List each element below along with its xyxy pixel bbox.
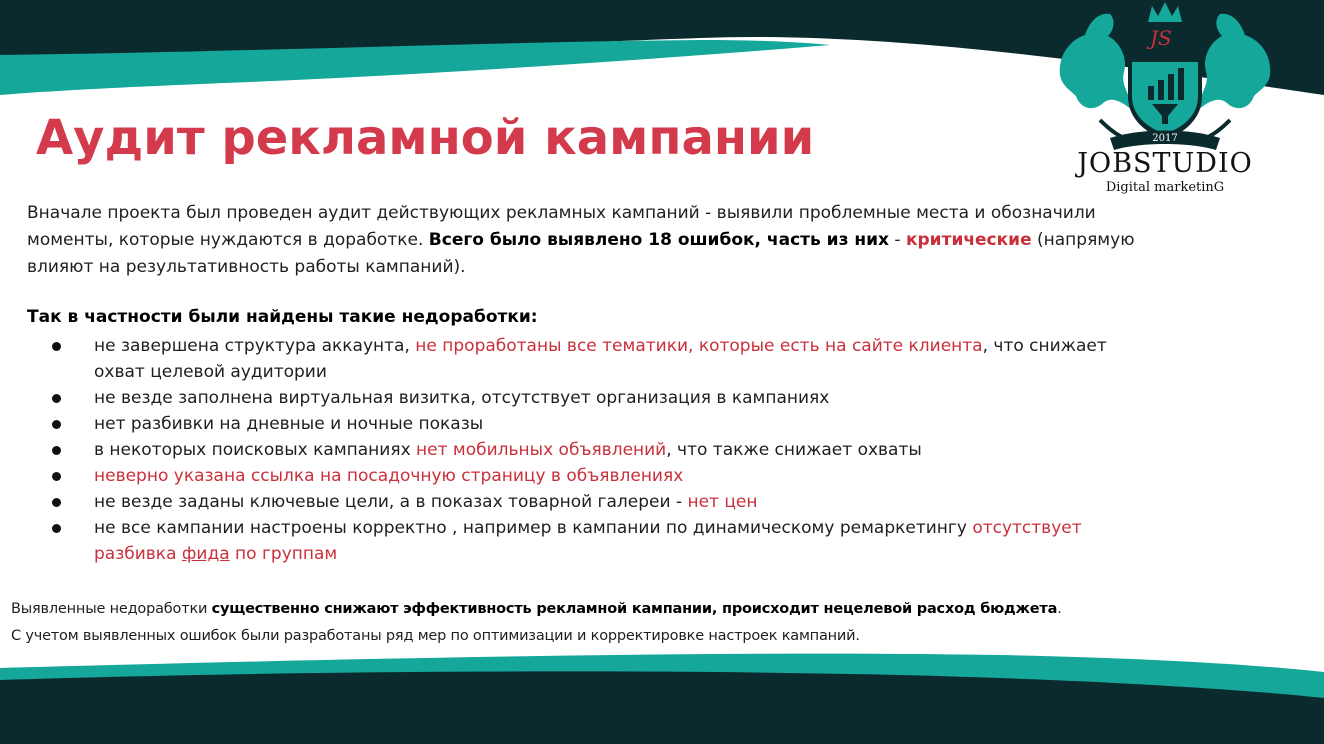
list-item: [50, 411, 1130, 437]
issues-list: [50, 333, 1130, 567]
issue-text: нет разбивки на дневные и ночные показы: [94, 414, 484, 434]
bullet-icon: [52, 420, 61, 429]
issue-highlight: отсутствует разбивка: [94, 518, 1082, 564]
summary-line-2: С учетом выявленных ошибок были разработаны ряд мер по оптимизации и корректировке настроек кампаний.: [11, 628, 860, 644]
issue-highlight: не проработаны все тематики, которые есть на сайте клиента: [415, 336, 983, 356]
list-item: [50, 515, 1130, 567]
issue-highlight: неверно указана ссылка на посадочную страницу в объявлениях: [94, 466, 684, 486]
intro-text-2: -: [889, 230, 906, 250]
list-item: [50, 333, 1130, 385]
logo-monogram: JS: [1150, 26, 1172, 50]
logo-year: 2017: [1152, 133, 1178, 144]
list-item: [50, 489, 1130, 515]
list-item: [50, 463, 1130, 489]
page-title: Аудит рекламной кампании: [36, 110, 815, 166]
issue-text-tail: , что снижает охват целевой аудитории: [94, 336, 1107, 382]
summary-text-1: Выявленные недоработки: [11, 601, 212, 617]
logo-name: JOBSTUDIO: [1077, 148, 1253, 179]
summary-bold-text: существенно снижают эффективность рекламной кампании, происходит нецелевой расход бюджета: [211, 601, 1058, 617]
intro-paragraph: [27, 200, 1137, 281]
bullet-icon: [52, 446, 61, 455]
bullet-icon: [52, 524, 61, 533]
summary: [11, 596, 1311, 650]
issue-text-tail: , что также снижает охваты: [666, 440, 922, 460]
intro-bold-text: Всего было выявлено 18 ошибок, часть из них: [428, 230, 890, 250]
issue-text: не везде заполнена виртуальная визитка, отсутствует организация в кампаниях: [94, 388, 830, 408]
issue-text: не все кампании настроены корректно , например в кампании по динамическому ремаркетингу: [94, 518, 973, 538]
issue-text: не везде заданы ключевые цели, а в показах товарной галереи -: [94, 492, 688, 512]
issue-highlight-underlined: фида: [181, 544, 230, 564]
bullet-icon: [52, 394, 61, 403]
issue-text: в некоторых поисковых кампаниях: [94, 440, 417, 460]
list-item: [50, 385, 1130, 411]
summary-text-end: .: [1057, 601, 1062, 617]
issue-text: не завершена структура аккаунта,: [94, 336, 416, 356]
issue-highlight-tail: по группам: [229, 544, 338, 564]
issues-subheading: Так в частности были найдены такие недоработки:: [27, 307, 538, 327]
intro-critical-text: критические: [905, 230, 1032, 250]
issue-highlight: нет мобильных объявлений: [416, 440, 667, 460]
bullet-icon: [52, 472, 61, 481]
logo-tagline: Digital marketinG: [1105, 180, 1225, 195]
list-item: [50, 437, 1130, 463]
bullet-icon: [52, 498, 61, 507]
intro-text-3: (напрямую влияют на результативность работы кампаний).: [27, 230, 1135, 277]
bullet-icon: [52, 342, 61, 351]
intro-text-1: Вначале проекта был проведен аудит действующих рекламных кампаний - выявили проблемные места и обозначили моменты, которые нуждаются в доработке.: [27, 203, 1096, 250]
issue-highlight: нет цен: [687, 492, 758, 512]
